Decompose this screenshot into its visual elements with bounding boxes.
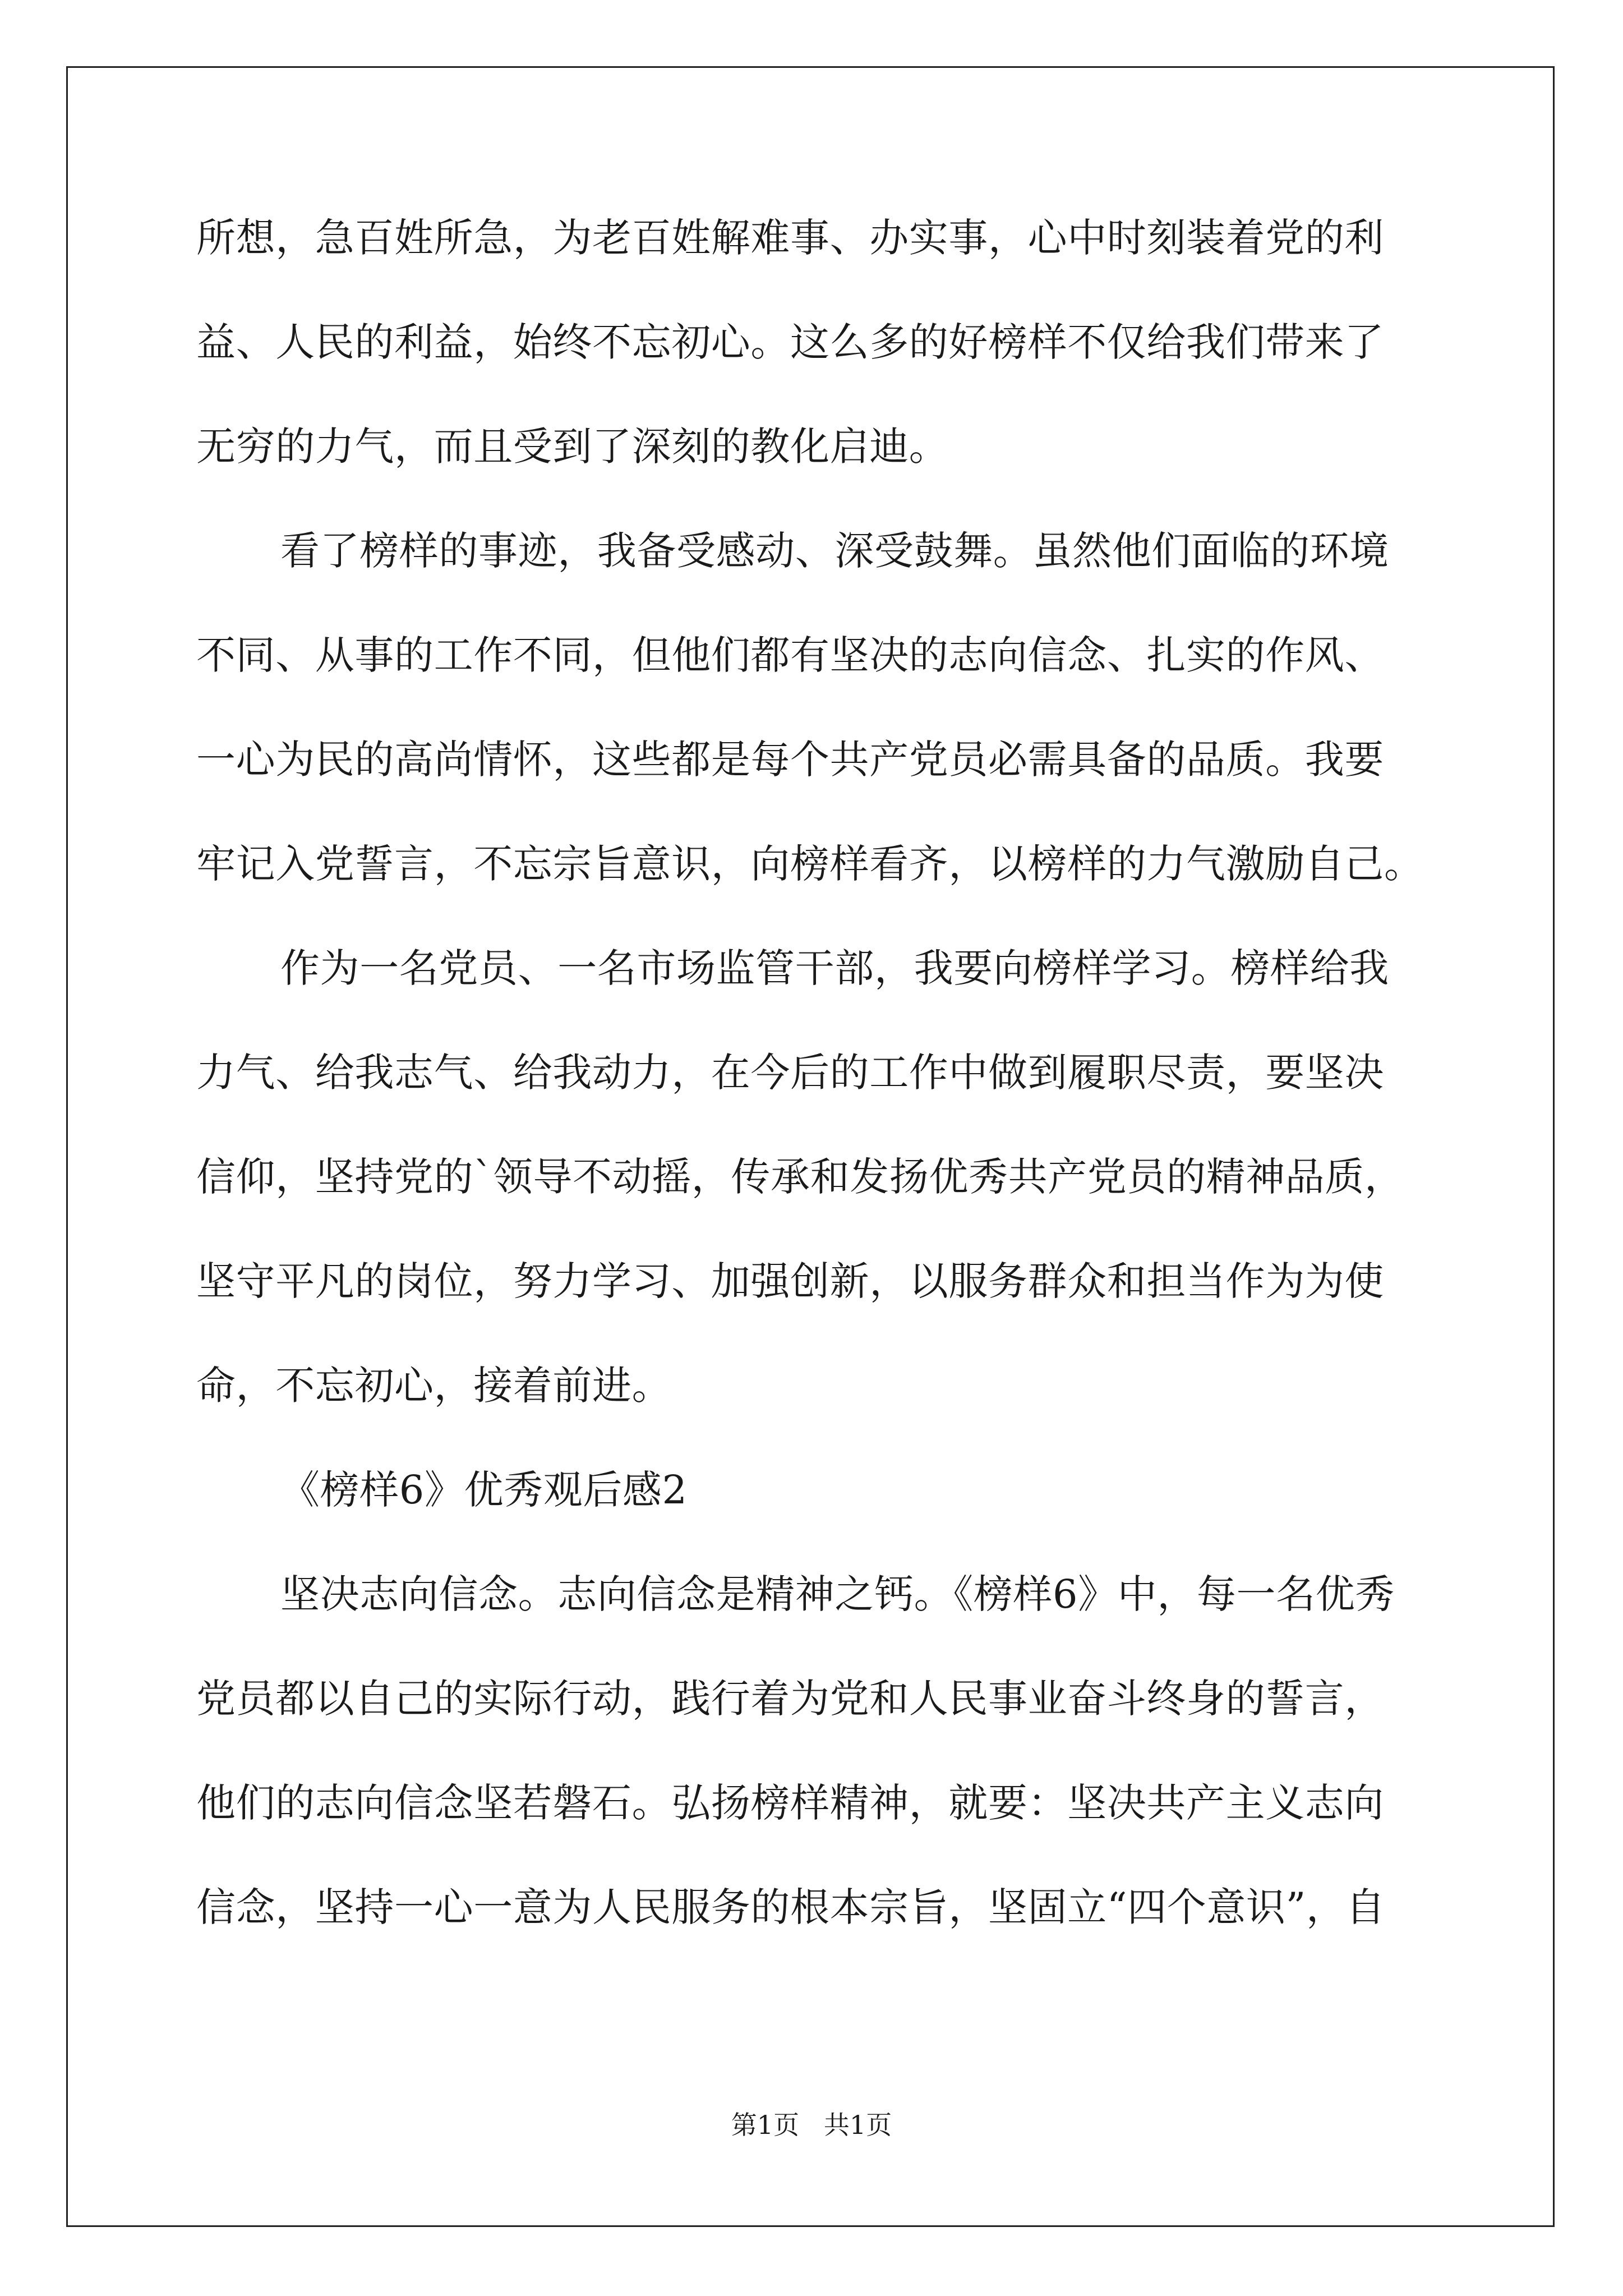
text-line: 无穷的力气，而且受到了深刻的教化启迪。 xyxy=(196,424,949,470)
text-line: 党员都以自己的实际行动，践行着为党和人民事业奋斗终身的誓言， xyxy=(196,1676,1384,1722)
text-line: 他们的志向信念坚若磐石。弘扬榜样精神，就要：坚决共产主义志向 xyxy=(196,1780,1384,1826)
paragraph-start-line: 作为一名党员、一名市场监管干部，我要向榜样学习。榜样给我 xyxy=(280,945,1389,991)
text-line: 一心为民的高尚情怀，这些都是每个共产党员必需具备的品质。我要 xyxy=(196,737,1384,783)
document-body xyxy=(196,210,1428,1984)
text-line: 益、人民的利益，始终不忘初心。这么多的好榜样不仅给我们带来了 xyxy=(196,319,1384,365)
text-line: 力气、给我志气、给我动力，在今后的工作中做到履职尽责，要坚决 xyxy=(196,1050,1384,1096)
text-line: 牢记入党誓言，不忘宗旨意识，向榜样看齐，以榜样的力气激励自己。 xyxy=(196,841,1424,887)
page-number-footer: 第1页 共1页 xyxy=(731,2110,892,2140)
text-line: 不同、从事的工作不同，但他们都有坚决的志向信念、扎实的作风、 xyxy=(196,632,1384,678)
text-line: 命，不忘初心，接着前进。 xyxy=(196,1363,672,1409)
text-line: 所想，急百姓所急，为老百姓解难事、办实事，心中时刻装着党的利 xyxy=(196,215,1384,261)
text-line: 坚守平凡的岗位，努力学习、加强创新，以服务群众和担当作为为使 xyxy=(196,1258,1384,1304)
text-line: 信仰，坚持党的`领导不动摇，传承和发扬优秀共产党员的精神品质， xyxy=(196,1154,1404,1200)
paragraph-start-line: 看了榜样的事迹，我备受感动、深受鼓舞。虽然他们面临的环境 xyxy=(280,528,1389,574)
section-heading: 《榜样6》优秀观后感2 xyxy=(280,1467,688,1513)
text-line: 信念，坚持一心一意为人民服务的根本宗旨，坚固立“四个意识”，自 xyxy=(196,1884,1386,1930)
paragraph-start-line: 坚决志向信念。志向信念是精神之钙。《榜样6》中，每一名优秀 xyxy=(280,1571,1395,1617)
